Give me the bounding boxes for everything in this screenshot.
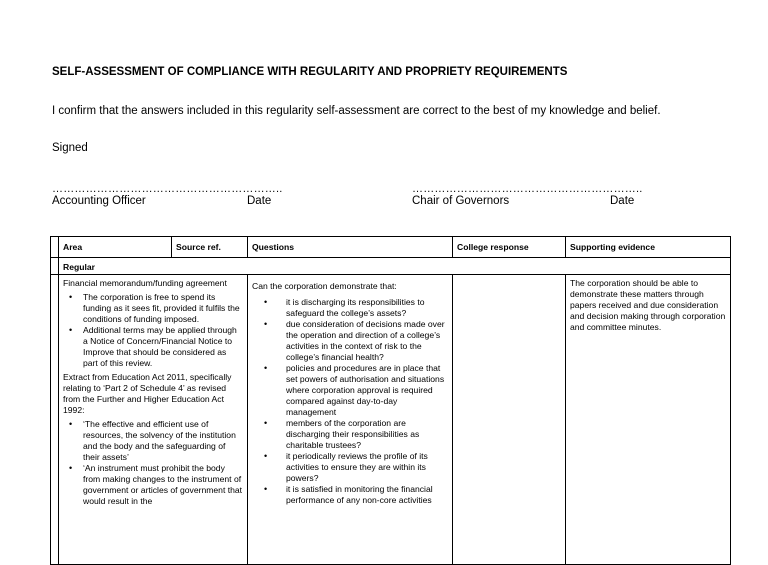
college-response-cell[interactable] — [453, 275, 566, 565]
accounting-officer-label: Accounting Officer — [52, 195, 146, 207]
area-cell — [59, 275, 248, 565]
section-row — [51, 258, 731, 275]
area-heading: Financial memorandum/funding agreement — [63, 278, 227, 288]
header-area: Area — [59, 237, 172, 258]
list-item: • policies and procedures are in place that set powers of authorisation and situations where corporation approval is required compared against day-to-day management — [286, 363, 448, 418]
area-extract: Extract from Education Act 2011, specifically relating to ‘Part 2 of Schedule 4’ as revised from the Further and Higher Education Act 1992: — [63, 372, 232, 415]
header-supporting-evidence: Supporting evidence — [566, 237, 731, 258]
signature-line-left: …………………………………………………….. — [52, 183, 283, 195]
chair-of-governors-label: Chair of Governors — [412, 195, 510, 207]
row-marker-cell — [51, 237, 59, 258]
list-item: • it is discharging its responsibilities to safeguard the college’s assets? — [286, 297, 448, 319]
questions-cell — [248, 275, 453, 565]
area-bullets-1 — [63, 292, 243, 369]
row-marker-cell — [51, 275, 59, 565]
compliance-table — [50, 236, 731, 565]
section-regular: Regular — [59, 258, 731, 275]
signed-label: Signed — [52, 142, 88, 154]
list-item: • ‘The effective and efficient use of resources, the solvency of the institution and the body and the safeguarding of their assets’ — [83, 419, 243, 463]
row-marker-cell — [51, 258, 59, 275]
area-bullets-2 — [63, 419, 243, 507]
date-label-left: Date — [247, 195, 272, 207]
list-item: • members of the corporation are discharging their responsibilities as charitable trustees? — [286, 418, 448, 451]
header-college-response: College response — [453, 237, 566, 258]
list-item: • due consideration of decisions made over the operation and direction of a college’s activities in the context of risk to the college’s financial health? — [286, 319, 448, 363]
header-questions: Questions — [248, 237, 453, 258]
confirmation-statement: I confirm that the answers included in this regularity self-assessment are correct to the best of my knowledge and belief. — [52, 105, 661, 117]
supporting-evidence-cell: The corporation should be able to demonstrate these matters through papers received and due consideration and decision making through corporation and committee minutes. — [566, 275, 731, 565]
date-label-right: Date — [610, 195, 635, 207]
list-item: • The corporation is free to spend its funding as it sees fit, provided it fulfils the conditions of funding imposed. — [83, 292, 243, 325]
list-item: • Additional terms may be applied through a Notice of Concern/Financial Notice to Improve that should be considered as part of this review. — [83, 325, 243, 369]
questions-list — [252, 297, 448, 506]
table-row — [51, 275, 731, 565]
list-item: • ‘An instrument must prohibit the body from making changes to the instrument of government or articles of government that would result in the — [83, 463, 243, 507]
page-title: SELF-ASSESSMENT OF COMPLIANCE WITH REGULARITY AND PROPRIETY REQUIREMENTS — [52, 66, 568, 78]
header-source-ref: Source ref. — [172, 237, 248, 258]
list-item: • it periodically reviews the profile of its activities to ensure they are within its powers? — [286, 451, 448, 484]
questions-intro: Can the corporation demonstrate that: — [252, 281, 397, 291]
table-header-row — [51, 237, 731, 258]
list-item: • it is satisfied in monitoring the financial performance of any non-core activities — [286, 484, 448, 506]
signature-line-right: …………………………………………………….. — [412, 183, 643, 195]
